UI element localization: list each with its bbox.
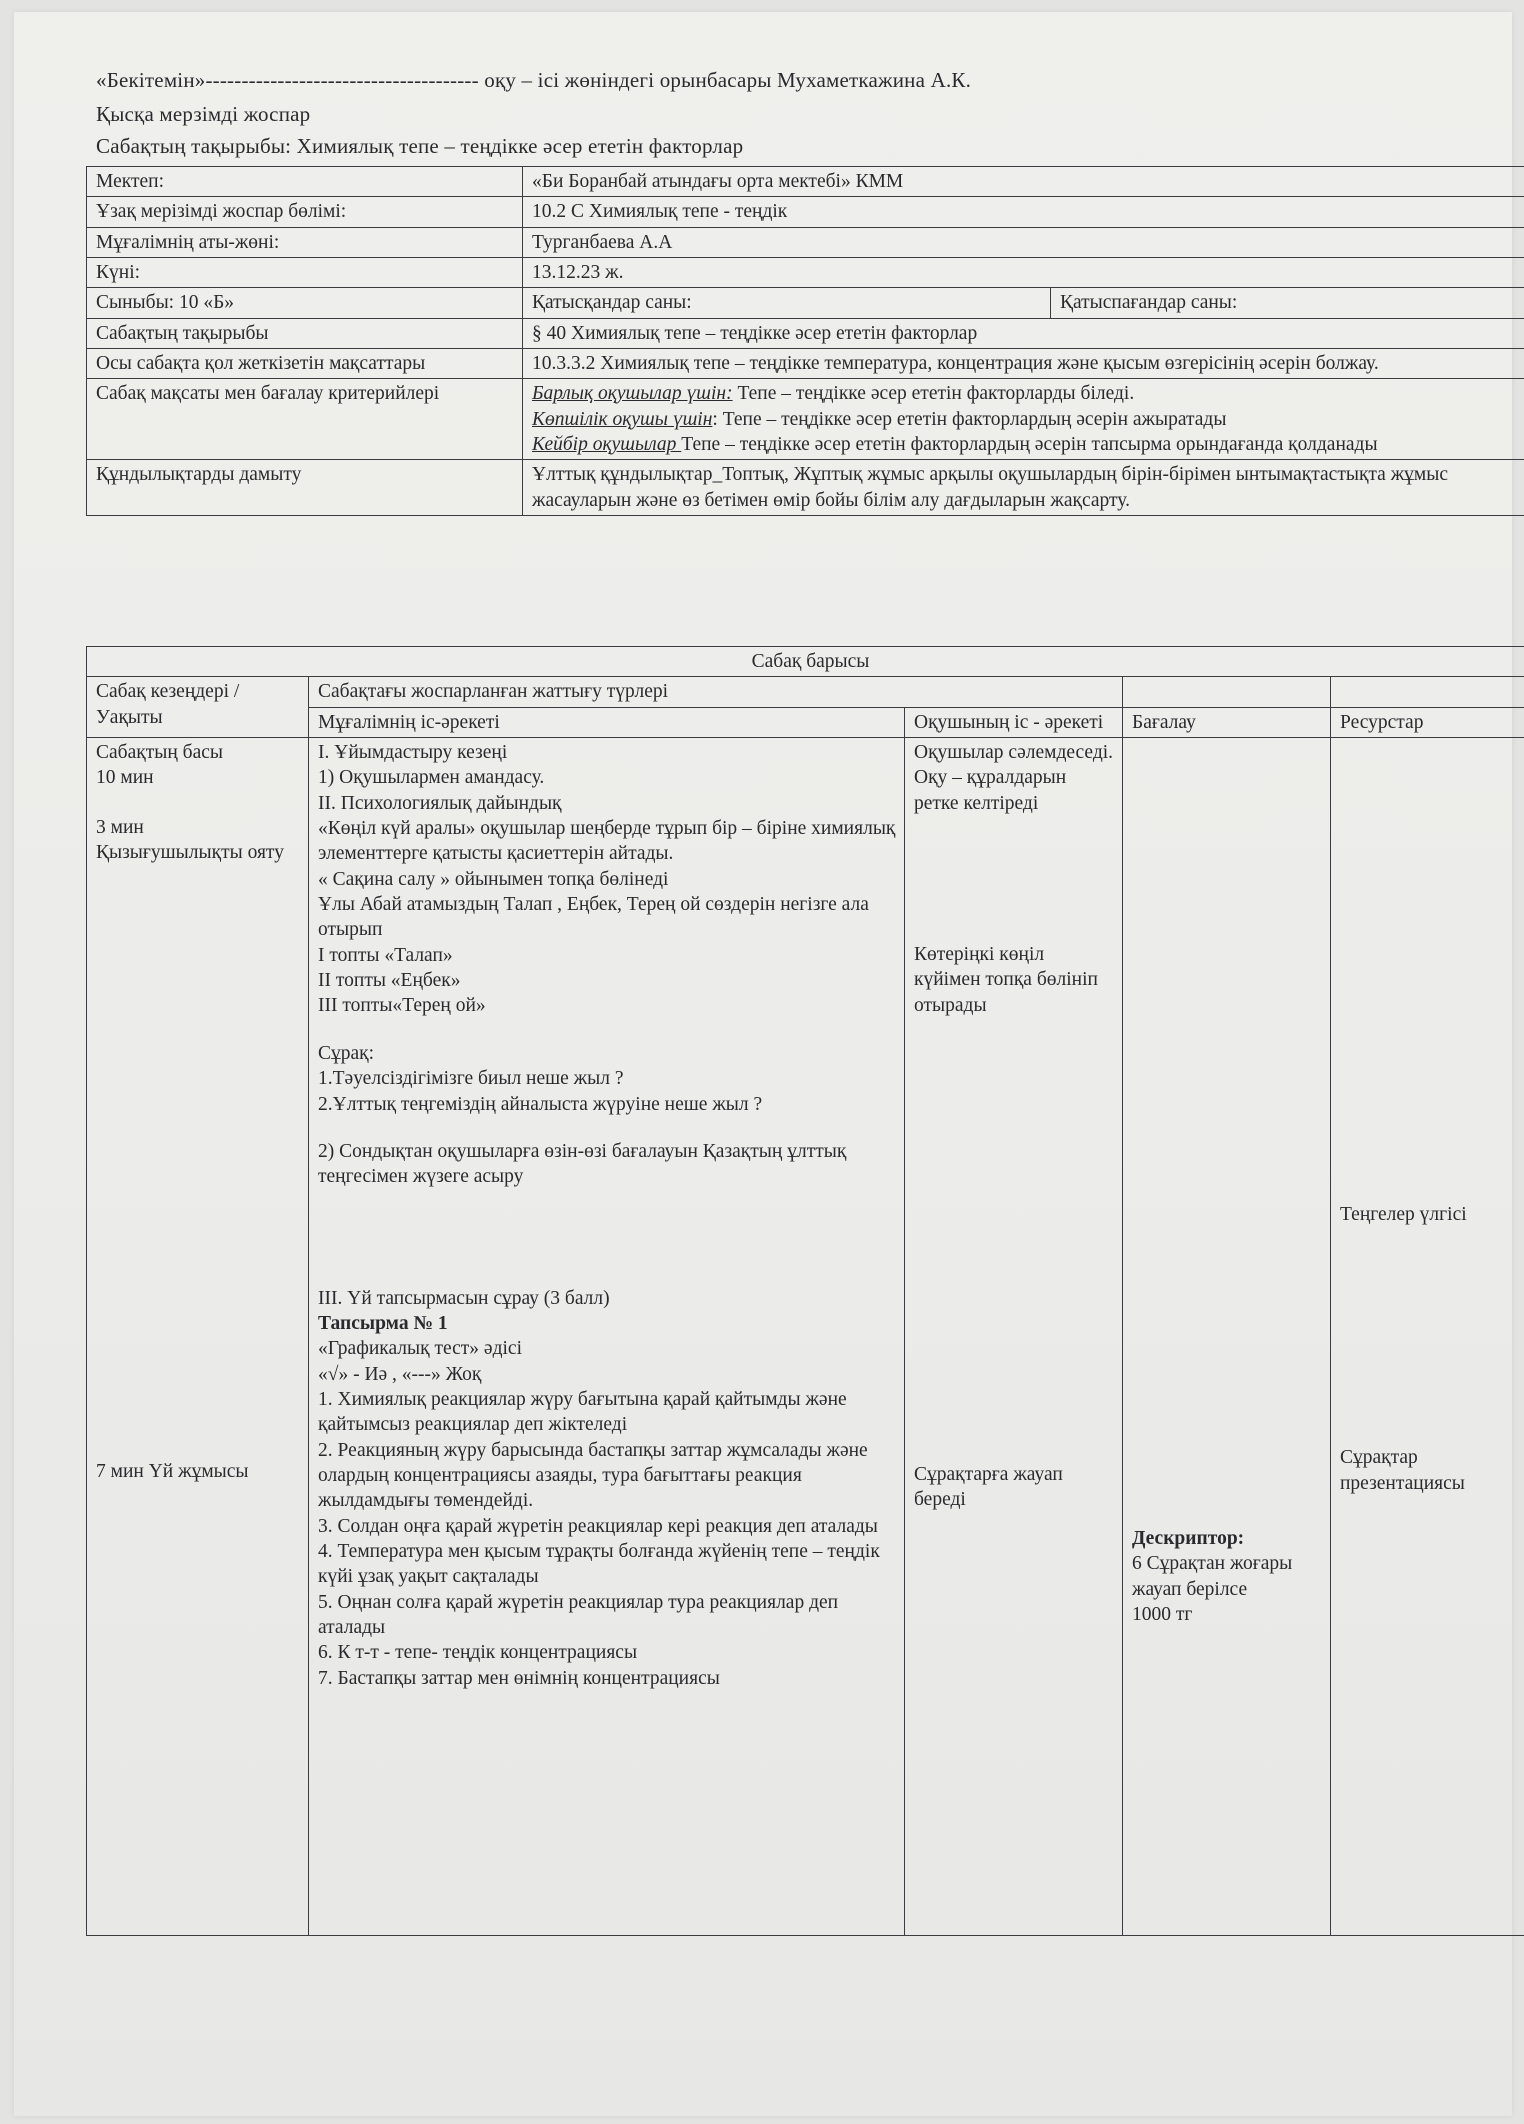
school-label: Мектеп: (87, 167, 523, 197)
school-value: «Би Боранбай атындағы орта мектебі» КММ (523, 167, 1524, 197)
stage-interest: Қызығушылықты ояту (96, 842, 284, 864)
stage-start: Сабақтың басы (96, 742, 223, 764)
section-label: Ұзақ мерізімді жоспар бөлімі: (87, 197, 523, 227)
teacher-line: « Сақина салу » ойынымен топқа бөлінеді (318, 868, 669, 890)
column-header-planned: Сабақтағы жоспарланған жаттығу түрлері (309, 677, 1123, 707)
task-title: Тапсырма № 1 (318, 1312, 448, 1334)
lesson-info-table (86, 166, 1524, 516)
table-row (87, 460, 1524, 516)
student-activity: Оқу – құралдарын ретке келтіреді (914, 767, 1067, 814)
lesson-progress-title: Сабақ барысы (87, 647, 1524, 677)
descriptor-title: Дескриптор: (1132, 1528, 1245, 1550)
table-row (87, 647, 1524, 677)
descriptor-amount: 1000 тг (1132, 1604, 1193, 1626)
self-assessment-note: 2) Сондықтан оқушыларға өзін-өзі бағалауын Қазақтың ұлттық теңгесімен жүзеге асыру (318, 1140, 847, 1188)
teacher-activity-cell (309, 738, 905, 1936)
homework-title: III. Үй тапсырмасын сұрау (3 балл) (318, 1287, 610, 1309)
lesson-topic-line: Сабақтың тақырыбы: Химиялық тепе – теңдікке әсер ететін факторлар (96, 134, 744, 158)
criteria-most-text: : Тепе – теңдікке әсер ететін факторлардың әсерін ажыратады (712, 408, 1227, 430)
column-header-teacher: Мұғалімнің іс-әрекеті (309, 707, 905, 737)
column-header-resources: Ресурстар (1331, 707, 1524, 737)
teacher-line: ІІ топты «Еңбек» (318, 970, 461, 992)
criteria-most-label: Көпшілік оқушы үшін (532, 408, 713, 430)
criteria-all-text: Тепе – теңдікке әсер ететін факторларды біледі. (732, 383, 1135, 405)
criteria-some-label: Кейбір оқушылар (532, 434, 682, 456)
student-activity: Сұрақтарға жауап береді (914, 1464, 1063, 1511)
table-row (87, 318, 1524, 348)
teacher-label: Мұғалімнің аты-жөні: (87, 227, 523, 257)
question-title: Сұрақ: (318, 1042, 375, 1064)
question-item: 2.Ұлттық теңгеміздің айналыста жүруіне неше жыл ? (318, 1093, 763, 1115)
test-item: 4. Температура мен қысым тұрақты болғанда жүйенің тепе – теңдік күйі ұзақ уақыт сақталады (318, 1540, 880, 1588)
test-item: 5. Оңнан солға қарай жүретін реакциялар тура реакциялар деп аталады (318, 1591, 839, 1638)
stage-start-time: 10 мин (96, 767, 154, 789)
table-row (87, 379, 1524, 460)
class-label: Сыныбы: 10 «Б» (87, 288, 523, 318)
test-item: 2. Реакцияның жүру барысында бастапқы заттар жұмсалады және олардың концентрациясы азаяды, тура бағыттағы реакция жылдамдығы төмендейді. (318, 1439, 868, 1512)
table-row (87, 349, 1524, 379)
teacher-value: Турганбаева А.А (523, 227, 1524, 257)
student-activity: Оқушылар сәлемдеседі. (914, 742, 1114, 764)
student-activity-cell (905, 738, 1123, 1936)
student-activity: Көтеріңкі көңіл күйімен топқа бөлініп отырады (914, 944, 1098, 1016)
date-value: 13.12.23 ж. (523, 258, 1524, 288)
teacher-line: ІІІ топты«Терең ой» (318, 995, 486, 1017)
criteria-all-label: Барлық оқушылар үшін: (532, 383, 733, 405)
values-label: Құндылықтарды дамыту (87, 460, 523, 516)
values-value: Ұлттық құндылықтар_Топтық, Жұптық жұмыс арқылы оқушылардың бірін-бірімен ынтымақтастықта жұмыс жасауларын және өз бетімен өмір бойы білім алу дағдыларын жақсарту. (523, 460, 1524, 516)
criteria-some-text: Тепе – теңдікке әсер ететін факторлардың әсерін тапсырма орындағанда қолданады (681, 434, 1378, 456)
teacher-line: Ұлы Абай атамыздың Талап , Еңбек, Терең ой сөздерін негізге ала отырып (318, 894, 869, 941)
table-row (87, 227, 1524, 257)
teacher-line: 1) Оқушылармен амандасу. (318, 767, 545, 789)
task-method: «Графикалық тест» әдісі (318, 1338, 522, 1360)
teacher-line: І топты «Талап» (318, 944, 453, 966)
table-row (87, 677, 1524, 707)
table-row (87, 288, 1524, 318)
section-value: 10.2 С Химиялық тепе - теңдік (523, 197, 1524, 227)
task-legend: «√» - Иә , «---» Жоқ (318, 1363, 482, 1385)
column-header-student: Оқушының іс - әрекеті (905, 707, 1123, 737)
stage-homework: 7 мин Үй жұмысы (96, 1461, 249, 1483)
teacher-line: I. Ұйымдастыру кезеңі (318, 742, 508, 764)
column-header-stage: Сабақ кезеңдері /Уақыты (87, 677, 309, 738)
resource-item: Теңгелер үлгісі (1340, 1204, 1467, 1226)
stage-interest-time: 3 мин (96, 816, 144, 838)
criteria-label: Сабақ мақсаты мен бағалау критерийлері (87, 379, 523, 460)
test-item: 3. Солдан оңға қарай жүретін реакциялар кері реакция деп аталады (318, 1515, 878, 1537)
approval-line: «Бекітемін»-------------------------------------- оқу – ісі жөніндегі орынбасары Мухаметкажина А.К. (96, 68, 972, 92)
question-item: 1.Тәуелсіздігімізге биыл неше жыл ? (318, 1068, 624, 1090)
topic-value: § 40 Химиялық тепе – теңдікке әсер ететін факторлар (523, 318, 1524, 348)
absent-label: Қатыспағандар саны: (1051, 288, 1524, 318)
resource-item: Сұрақтар презентациясы (1340, 1447, 1465, 1494)
lesson-progress-table (86, 646, 1524, 1936)
test-item: 1. Химиялық реакциялар жүру бағытына қарай қайтымды және қайтымсыз реакциялар деп жіктеледі (318, 1388, 847, 1436)
objectives-value: 10.3.3.2 Химиялық тепе – теңдікке температура, концентрация және қысым өзгерісінің әсерін болжау. (523, 349, 1524, 379)
table-row (87, 197, 1524, 227)
document-title: Қысқа мерзімді жоспар (96, 102, 311, 126)
table-row (87, 738, 1524, 1936)
topic-label: Сабақтың тақырыбы (87, 318, 523, 348)
teacher-line: II. Психологиялық дайындық (318, 792, 562, 814)
present-label: Қатысқандар саны: (523, 288, 1051, 318)
column-header-assessment: Бағалау (1123, 707, 1331, 737)
criteria-value (523, 379, 1524, 460)
empty-cell (1331, 677, 1524, 707)
table-row (87, 258, 1524, 288)
test-item: 6. К т-т - тепе- теңдік концентрациясы (318, 1642, 638, 1664)
stage-cell (87, 738, 309, 1936)
objectives-label: Осы сабақта қол жеткізетін мақсаттары (87, 349, 523, 379)
teacher-line: «Көңіл күй аралы» оқушылар шеңберде тұрып бір – біріне химиялық элементтерге қатысты қасиеттерін айтады. (318, 818, 896, 865)
assessment-cell (1123, 738, 1331, 1936)
descriptor-text: 6 Сұрақтан жоғары жауап берілсе (1132, 1553, 1293, 1600)
date-label: Күні: (87, 258, 523, 288)
test-item: 7. Бастапқы заттар мен өнімнің концентрациясы (318, 1667, 720, 1689)
empty-cell (1123, 677, 1331, 707)
table-row (87, 167, 1524, 197)
resources-cell (1331, 738, 1524, 1936)
